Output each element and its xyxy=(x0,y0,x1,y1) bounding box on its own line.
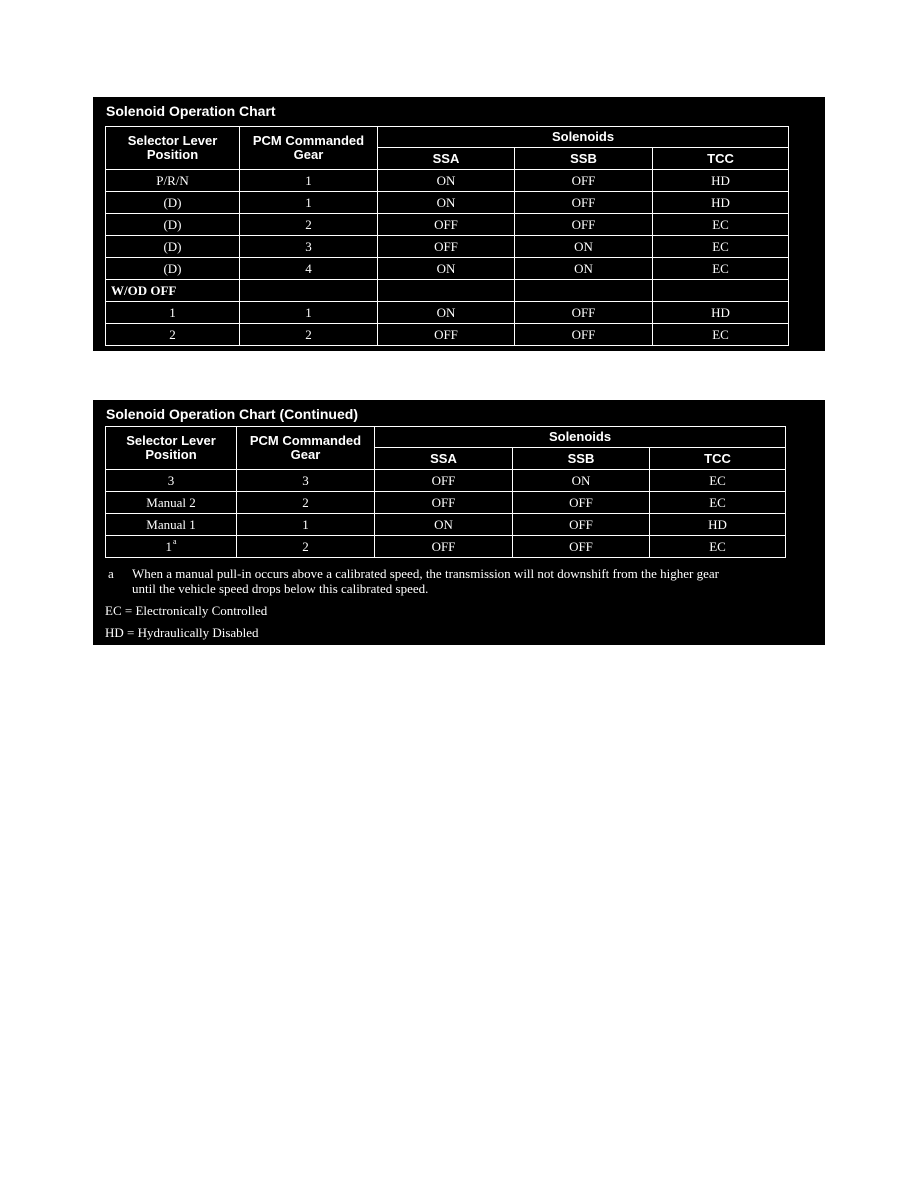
empty-cell xyxy=(378,280,515,302)
solenoid-operation-chart xyxy=(93,97,825,351)
footnote-marker: a xyxy=(172,536,177,546)
header-ssa: SSA xyxy=(375,448,513,470)
cell-tcc: HD xyxy=(650,514,786,536)
cell-gear: 2 xyxy=(237,536,375,558)
cell-tcc: EC xyxy=(650,536,786,558)
cell-tcc: EC xyxy=(653,214,789,236)
cell-tcc: EC xyxy=(653,324,789,346)
header-ssa: SSA xyxy=(378,148,515,170)
cell-ssa: ON xyxy=(375,514,513,536)
table-row xyxy=(106,192,789,214)
cell-ssa: OFF xyxy=(378,214,515,236)
cell-ssb: OFF xyxy=(515,170,653,192)
header-pcm-commanded-gear: PCM Commanded Gear xyxy=(240,127,378,170)
header-row xyxy=(106,427,786,448)
cell-position: (D) xyxy=(106,258,240,280)
cell-gear: 3 xyxy=(240,236,378,258)
table-row xyxy=(106,470,786,492)
header-ssb: SSB xyxy=(513,448,650,470)
cell-tcc: EC xyxy=(650,492,786,514)
cell-ssa: ON xyxy=(378,258,515,280)
cell-ssa: OFF xyxy=(375,492,513,514)
cell-position: 2 xyxy=(106,324,240,346)
cell-gear: 1 xyxy=(240,170,378,192)
cell-ssb: OFF xyxy=(515,192,653,214)
cell-tcc: EC xyxy=(650,470,786,492)
cell-gear: 2 xyxy=(240,324,378,346)
cell-ssb: OFF xyxy=(513,536,650,558)
table-row xyxy=(106,236,789,258)
cell-gear: 1 xyxy=(240,302,378,324)
header-tcc: TCC xyxy=(653,148,789,170)
footnote-a xyxy=(105,566,805,596)
cell-ssa: OFF xyxy=(378,236,515,258)
cell-ssa: ON xyxy=(378,192,515,214)
cell-ssa: OFF xyxy=(375,470,513,492)
cell-ssb: OFF xyxy=(513,514,650,536)
header-selector-lever-position: Selector Lever Position xyxy=(106,127,240,170)
cell-gear: 1 xyxy=(240,192,378,214)
header-pcm-commanded-gear: PCM Commanded Gear xyxy=(237,427,375,470)
section-row xyxy=(106,280,789,302)
cell-ssb: OFF xyxy=(515,324,653,346)
table-row xyxy=(106,492,786,514)
cell-ssa: ON xyxy=(378,170,515,192)
cell-ssb: ON xyxy=(513,470,650,492)
table-row xyxy=(106,324,789,346)
cell-ssb: OFF xyxy=(515,302,653,324)
cell-gear: 1 xyxy=(237,514,375,536)
footnotes xyxy=(105,566,805,640)
solenoid-operation-chart-continued xyxy=(93,400,825,645)
empty-cell xyxy=(653,280,789,302)
section-label-wod-off: W/OD OFF xyxy=(106,280,240,302)
header-solenoids: Solenoids xyxy=(375,427,786,448)
header-ssb: SSB xyxy=(515,148,653,170)
solenoid-table xyxy=(105,126,789,346)
empty-cell xyxy=(240,280,378,302)
cell-gear: 2 xyxy=(237,492,375,514)
cell-tcc: HD xyxy=(653,170,789,192)
header-selector-lever-position: Selector Lever Position xyxy=(106,427,237,470)
table-row xyxy=(106,170,789,192)
cell-position: 3 xyxy=(106,470,237,492)
cell-ssb: ON xyxy=(515,258,653,280)
cell-gear: 4 xyxy=(240,258,378,280)
cell-tcc: HD xyxy=(653,302,789,324)
cell-ssb: OFF xyxy=(513,492,650,514)
cell-gear: 2 xyxy=(240,214,378,236)
chart-title: Solenoid Operation Chart xyxy=(106,103,276,119)
header-tcc: TCC xyxy=(650,448,786,470)
cell-tcc: HD xyxy=(653,192,789,214)
cell-position: (D) xyxy=(106,236,240,258)
header-solenoids: Solenoids xyxy=(378,127,789,148)
chart-title: Solenoid Operation Chart (Continued) xyxy=(106,406,358,422)
empty-cell xyxy=(515,280,653,302)
table-row xyxy=(106,214,789,236)
cell-position: (D) xyxy=(106,192,240,214)
solenoid-table xyxy=(105,426,786,558)
cell-ssa: OFF xyxy=(375,536,513,558)
cell-ssb: ON xyxy=(515,236,653,258)
cell-position: 1$^a$ xyxy=(106,536,237,558)
cell-ssa: ON xyxy=(378,302,515,324)
legend-hd: HD = Hydraulically Disabled xyxy=(105,625,259,640)
table-row xyxy=(106,258,789,280)
cell-ssa: OFF xyxy=(378,324,515,346)
footnote-letter: a xyxy=(108,566,114,581)
cell-tcc: EC xyxy=(653,258,789,280)
cell-gear: 3 xyxy=(237,470,375,492)
table-row xyxy=(106,302,789,324)
cell-tcc: EC xyxy=(653,236,789,258)
cell-position: Manual 2 xyxy=(106,492,237,514)
table-row xyxy=(106,514,786,536)
cell-position: (D) xyxy=(106,214,240,236)
legend-ec: EC = Electronically Controlled xyxy=(105,603,268,618)
table-row xyxy=(106,536,786,558)
footnote-text: When a manual pull-in occurs above a calibrated speed, the transmission will not downshift from the higher gear until the vehicle speed drops below this calibrated speed. xyxy=(132,566,719,596)
cell-position: Manual 1 xyxy=(106,514,237,536)
header-row xyxy=(106,127,789,148)
cell-position: 1 xyxy=(106,302,240,324)
cell-position: P/R/N xyxy=(106,170,240,192)
cell-ssb: OFF xyxy=(515,214,653,236)
